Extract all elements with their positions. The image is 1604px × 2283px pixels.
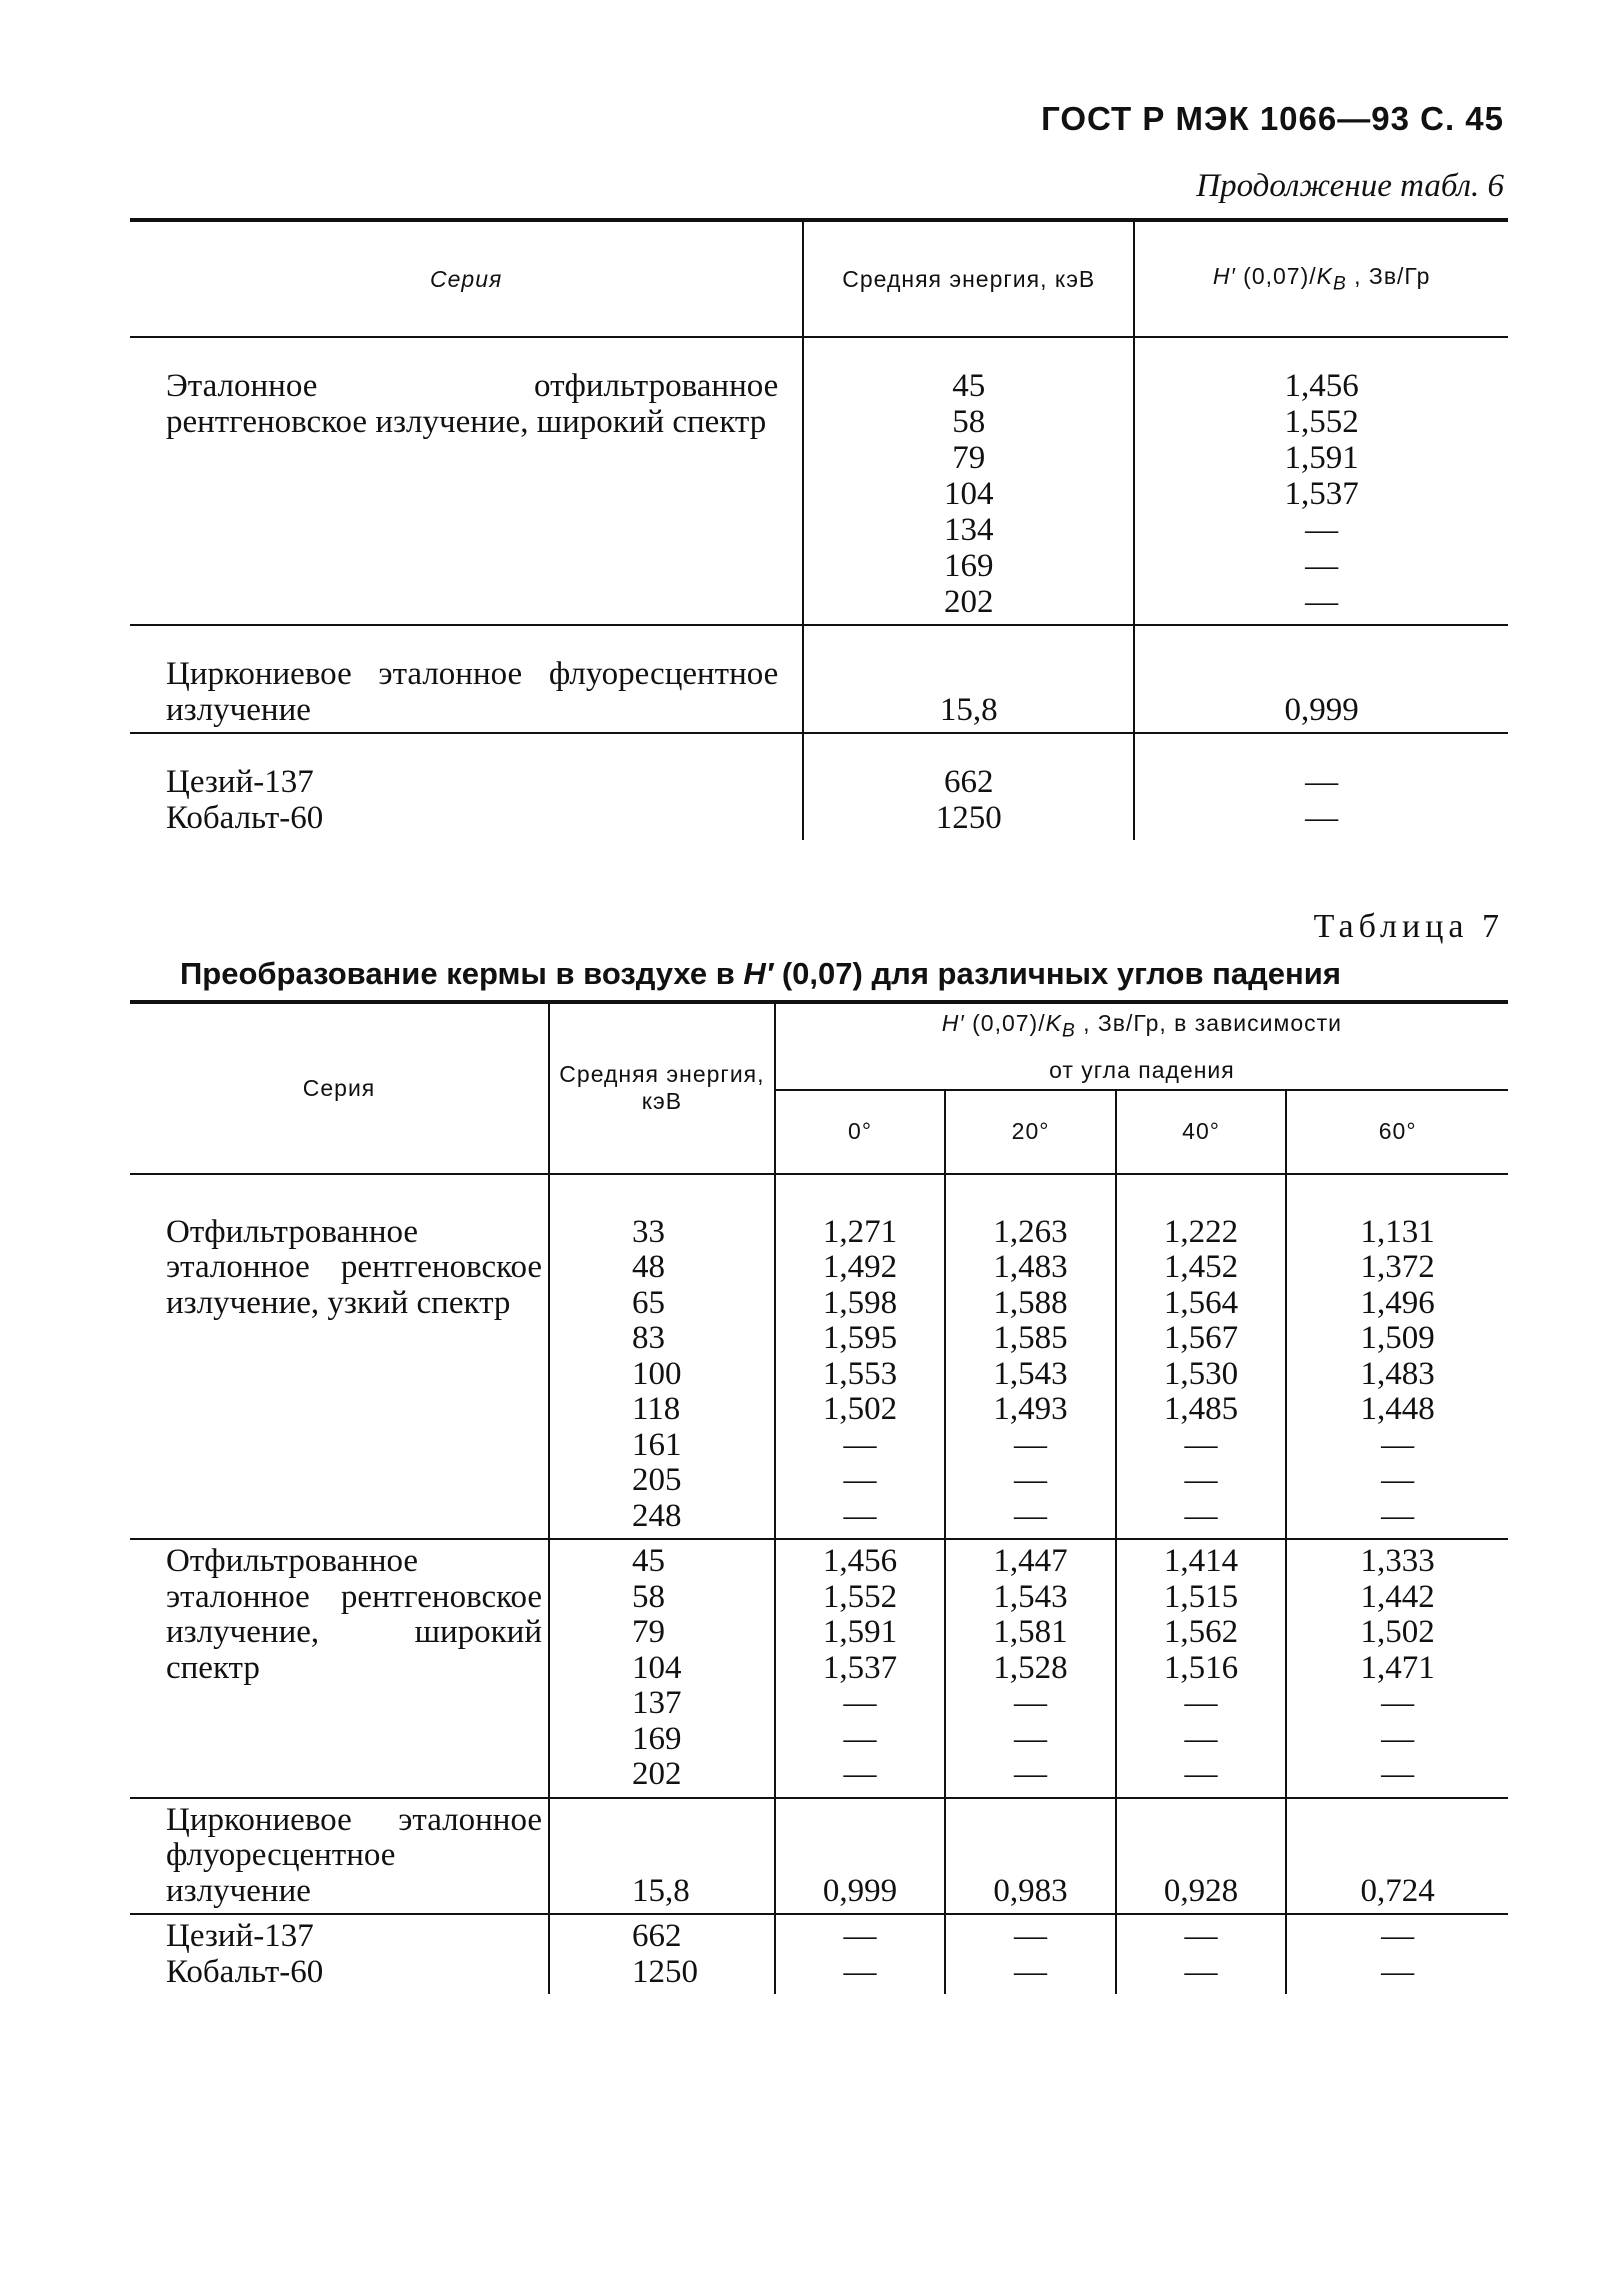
coefficient-value: — [1381,1918,1415,1955]
ratio-value: — [1305,764,1339,800]
series-name-line: Эталонное отфильтрованное рентгеновское излучение, широкий спектр [166,368,779,440]
energy-value: 161 [632,1426,682,1463]
ratio-value: 0,999 [1284,692,1359,728]
table-row [130,625,1508,733]
ratio-value: — [1305,584,1339,620]
ratio-column-header: H′ $(0,07)/K_B$ , Зв/Гр [1134,220,1508,337]
table-7-header-row [130,1002,1508,1090]
coefficient-value: 0,928 [1163,1872,1239,1909]
coefficient-value: 1,271 [822,1213,898,1250]
ratio-value: — [1305,548,1339,584]
table-row [130,733,1508,840]
coefficient-value: 1,483 [993,1249,1068,1286]
energy-cell [549,1798,775,1915]
ratio-cell [1134,625,1508,733]
table-row [130,337,1508,625]
series-name-line: Кобальт-60 [166,1953,324,1990]
energy-value: 45 [952,368,986,404]
ratio-value: — [1305,800,1339,836]
angle-40-cell [1116,1539,1287,1798]
energy-cell [803,625,1134,733]
coefficient-value: — [1014,1462,1048,1499]
coefficient-value: — [843,1497,877,1534]
table-7 [130,1000,1508,1994]
ratio-cell [1134,337,1508,625]
coefficient-value: 1,485 [1163,1391,1239,1428]
coefficient-value: — [843,1918,877,1955]
coefficient-value: — [843,1720,877,1757]
coefficient-value: 1,509 [1360,1320,1435,1357]
ratio-cell [1134,733,1508,840]
energy-value: 58 [952,404,986,440]
coefficient-value: — [843,1685,877,1722]
coefficient-value: — [1014,1918,1048,1955]
angle-0-header: 0° [775,1090,946,1174]
coefficient-value: 1,543 [993,1578,1068,1615]
coefficient-value: 1,452 [1163,1249,1239,1286]
ratio-value: 1,537 [1284,476,1359,512]
energy-cell [549,1914,775,1994]
coefficient-value: — [1381,1426,1415,1463]
ratio-value: — [1305,512,1339,548]
running-head: ГОСТ Р МЭК 1066—93 С. 45 [1041,100,1504,137]
angle-40-cell [1116,1174,1287,1540]
series-name-line: Кобальт-60 [166,800,324,836]
angle-60-header: 60° [1286,1090,1508,1174]
energy-value: 83 [632,1320,666,1357]
table-6-header-row [130,220,1508,337]
coefficient-value: 1,530 [1163,1355,1239,1392]
coefficient-value: 1,528 [993,1649,1068,1686]
table-7-title: Преобразование кермы в воздухе в H′ (0,07) для различных углов падения [180,956,1341,991]
coefficient-value: — [1381,1720,1415,1757]
coefficient-value: 1,447 [993,1543,1068,1580]
coefficient-value: 0,724 [1360,1872,1435,1909]
energy-value: 79 [632,1614,666,1651]
coefficient-value: 1,496 [1360,1284,1435,1321]
coefficient-value: 1,502 [822,1391,898,1428]
ratio-value: 1,552 [1284,404,1359,440]
angle-0-cell [775,1914,946,1994]
energy-value: 169 [944,548,994,584]
energy-value: 1250 [935,800,1002,836]
coefficient-value: — [1014,1685,1048,1722]
series-cell [130,1798,549,1915]
coefficient-value: — [1381,1462,1415,1499]
coefficient-value: 1,588 [993,1284,1068,1321]
angle-60-cell [1286,1539,1508,1798]
coefficient-value: 1,442 [1360,1578,1435,1615]
angle-0-cell [775,1174,946,1540]
coefficient-value: — [1381,1497,1415,1534]
coefficient-value: 1,567 [1163,1320,1239,1357]
series-cell [130,733,803,840]
series-column-header: Серия [130,220,803,337]
coefficient-value: — [1381,1756,1415,1793]
angle-60-cell [1286,1798,1508,1915]
energy-value: 45 [632,1543,666,1580]
coefficient-value: 1,414 [1163,1543,1239,1580]
series-cell [130,625,803,733]
series-name-line: Отфильтрованное эталонное рентгеновское излучение, узкий спектр [166,1213,543,1321]
coefficient-value: 1,515 [1163,1578,1239,1615]
table-7-number: Таблица 7 [1313,908,1504,945]
energy-value: 104 [632,1649,682,1686]
angle-group-header-line2: от угла падения [1049,1056,1235,1083]
coefficient-value: 1,131 [1360,1213,1435,1250]
angle-20-cell [945,1914,1116,1994]
coefficient-value: 0,983 [993,1872,1068,1909]
angle-20-cell [945,1798,1116,1915]
angle-20-cell [945,1539,1116,1798]
ratio-value: 1,456 [1284,368,1359,404]
series-name-line: Циркониевое эталонное флуоресцентное излучение [166,656,779,728]
coefficient-value: 0,999 [822,1872,898,1909]
coefficient-value: 1,595 [822,1320,898,1357]
angle-60-cell [1286,1914,1508,1994]
coefficient-value: — [1014,1497,1048,1534]
coefficient-value: 1,581 [993,1614,1068,1651]
coefficient-value: — [1184,1720,1218,1757]
energy-value: 137 [632,1685,682,1722]
energy-value: 15,8 [939,692,998,728]
coefficient-value: 1,493 [993,1391,1068,1428]
series-name-line: Циркониевое эталонное флуоресцентное излучение [166,1801,543,1909]
energy-value: 1250 [632,1953,699,1990]
series-cell [130,1914,549,1994]
coefficient-value: — [1184,1756,1218,1793]
angle-40-header: 40° [1116,1090,1287,1174]
angle-group-header [775,1002,1508,1090]
energy-cell [549,1174,775,1540]
energy-cell [803,337,1134,625]
coefficient-value: — [843,1756,877,1793]
energy-value: 662 [632,1918,682,1955]
coefficient-value: 1,492 [822,1249,898,1286]
coefficient-value: — [843,1953,877,1990]
coefficient-value: 1,502 [1360,1614,1435,1651]
coefficient-value: — [1014,1720,1048,1757]
coefficient-value: — [1184,1953,1218,1990]
energy-value: 48 [632,1249,666,1286]
angle-group-header-line1: H′ $(0,07)/K_B$ , Зв/Гр, в зависимости [941,1010,1342,1042]
angle-0-cell [775,1539,946,1798]
energy-value: 15,8 [632,1872,690,1909]
coefficient-value: 1,456 [822,1543,898,1580]
ratio-value: 1,591 [1284,440,1359,476]
angle-20-cell [945,1174,1116,1540]
coefficient-value: 1,585 [993,1320,1068,1357]
energy-value: 202 [944,584,994,620]
series-name-line: Отфильтрованное эталонное рентгеновское излучение, широкий спектр [166,1543,543,1686]
table-6 [130,218,1508,840]
series-cell [130,1174,549,1540]
coefficient-value: — [1381,1953,1415,1990]
energy-value: 33 [632,1213,666,1250]
coefficient-value: 1,333 [1360,1543,1435,1580]
coefficient-value: 1,553 [822,1355,898,1392]
table-row [130,1174,1508,1540]
coefficient-value: 1,483 [1360,1355,1435,1392]
coefficient-value: 1,471 [1360,1649,1435,1686]
coefficient-value: 1,263 [993,1213,1068,1250]
coefficient-value: — [1184,1497,1218,1534]
coefficient-value: — [1184,1685,1218,1722]
table-continuation-label: Продолжение табл. 6 [1196,168,1504,204]
energy-value: 169 [632,1720,682,1757]
table-row [130,1798,1508,1915]
coefficient-value: — [1184,1462,1218,1499]
coefficient-value: — [1014,1756,1048,1793]
coefficient-value: — [1381,1685,1415,1722]
coefficient-value: 1,372 [1360,1249,1435,1286]
angle-40-cell [1116,1914,1287,1994]
series-name-line: Цезий-137 [166,764,314,800]
series-name-line: Цезий-137 [166,1918,314,1955]
coefficient-value: — [1014,1953,1048,1990]
coefficient-value: 1,543 [993,1355,1068,1392]
coefficient-value: 1,564 [1163,1284,1239,1321]
angle-0-cell [775,1798,946,1915]
coefficient-value: — [843,1462,877,1499]
energy-value: 118 [632,1391,681,1428]
energy-cell [549,1539,775,1798]
coefficient-value: 1,562 [1163,1614,1239,1651]
table-row [130,1539,1508,1798]
energy-value: 662 [944,764,994,800]
energy-value: 134 [944,512,994,548]
energy-value: 205 [632,1462,682,1499]
angle-40-cell [1116,1798,1287,1915]
energy-value: 248 [632,1497,682,1534]
coefficient-value: 1,222 [1163,1213,1239,1250]
energy-column-header: Средняя энергия, кэВ [549,1002,775,1174]
coefficient-value: — [1184,1918,1218,1955]
coefficient-value: 1,598 [822,1284,898,1321]
coefficient-value: 1,516 [1163,1649,1239,1686]
angle-60-cell [1286,1174,1508,1540]
table-6-body [130,337,1508,840]
coefficient-value: 1,448 [1360,1391,1435,1428]
table-row [130,1914,1508,1994]
angle-20-header: 20° [945,1090,1116,1174]
energy-value: 58 [632,1578,666,1615]
energy-value: 104 [944,476,994,512]
energy-value: 65 [632,1284,666,1321]
energy-value: 202 [632,1756,682,1793]
series-cell [130,1539,549,1798]
series-cell [130,337,803,625]
energy-column-header: Средняя энергия, кэВ [803,220,1134,337]
table-7-body [130,1174,1508,1995]
series-column-header: Серия [130,1002,549,1174]
energy-value: 100 [632,1355,682,1392]
coefficient-value: — [1014,1426,1048,1463]
coefficient-value: — [1184,1426,1218,1463]
coefficient-value: 1,552 [822,1578,898,1615]
coefficient-value: — [843,1426,877,1463]
energy-cell [803,733,1134,840]
coefficient-value: 1,537 [822,1649,898,1686]
energy-value: 79 [952,440,986,476]
coefficient-value: 1,591 [822,1614,898,1651]
